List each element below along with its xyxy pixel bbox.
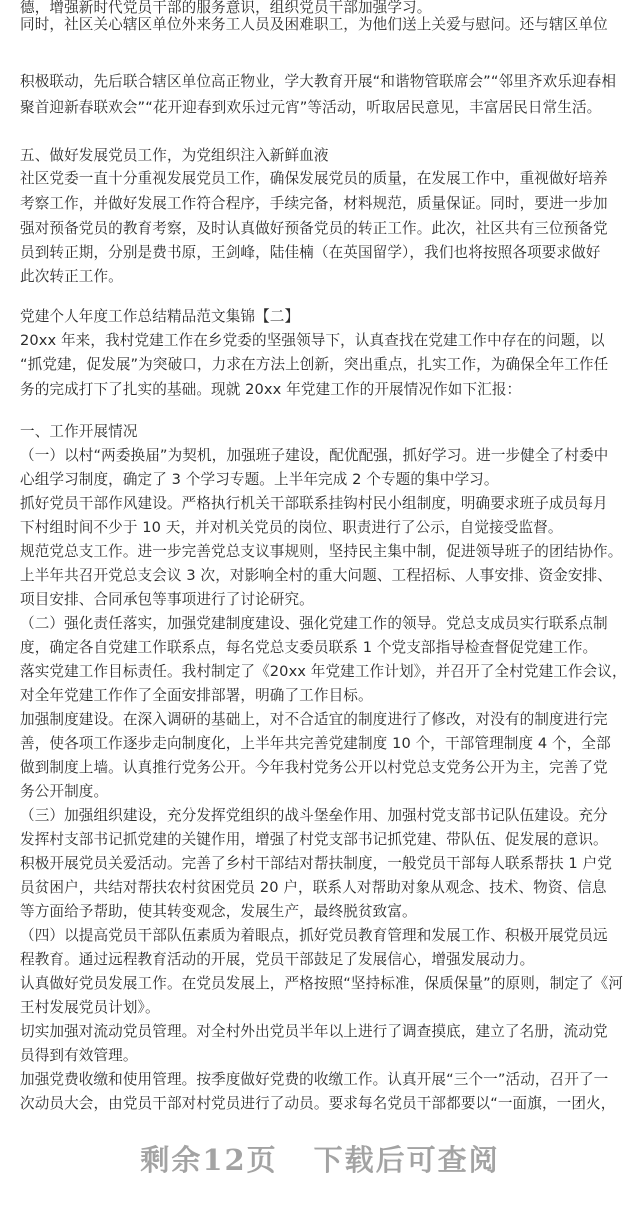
document-text-line: 同时，社区关心辖区单位外来务工人员及困难职工，为他们送上关爱与慰问。还与辖区单位 [20,16,608,33]
document-text-line: 社区党委一直十分重视发展党员工作，确保发展党员的质量，在发展工作中，重视做好培养 [20,170,608,187]
document-text-line: 德，增强新时代党员干部的服务意识，组织党员干部加强学习。 [20,0,432,16]
document-text-line: 积极开展党员关爱活动。完善了乡村干部结对帮扶制度，一般党员干部每人联系帮扶 1 户党 [20,855,612,872]
document-text-line: 务的完成打下了扎实的基础。现就 20xx 年党建工作的开展情况作如下汇报： [20,381,522,398]
document-text-line: 上半年共召开党总支会议 3 次，对影响全村的重大问题、工程招标、人事安排、资金安排、 [20,567,612,584]
document-text-line: 项目安排、合同承包等事项进行了讨论研究。 [20,591,314,608]
document-text-line: 规范党总支工作。进一步完善党总支议事规则，坚持民主集中制，促进领导班子的团结协作。 [20,543,623,560]
remaining-pages-label: 剩余12页 [140,1143,278,1177]
document-text-line: 王村发展党员计划》。 [20,999,160,1016]
document-text-line: 加强制度建设。在深入调研的基础上，对不合适宜的制度进行了修改，对没有的制度进行完 [20,711,608,728]
document-text-line: 对全年党建工作作了全面安排部署，明确了工作目标。 [20,687,373,704]
document-text-line: 切实加强对流动党员管理。对全村外出党员半年以上进行了调查摸底，建立了名册，流动党 [20,1023,608,1040]
document-text-line: 党建个人年度工作总结精品范文集锦【二】 [20,308,300,325]
document-text-line: 认真做好党员发展工作。在党员发展上，严格按照“坚持标准，保质保量”的原则，制定了《河 [20,975,624,992]
document-text-line: 程教育。通过远程教育活动的开展，党员干部鼓足了发展信心，增强发展动力。 [20,951,535,968]
document-text-line: 员贫困户，共结对帮扶农村贫困党员 20 户，联系人对帮助对象从观念、技术、物资、信息 [20,879,607,896]
document-text-line: “抓党建，促发展”为突破口，力求在方法上创新，突出重点，扎实工作，为确保全年工作任 [20,356,609,373]
document-text-line: 抓好党员干部作风建设。严格执行机关干部联系挂钩村民小组制度，明确要求班子成员每月 [20,495,608,512]
document-text-line: （四）以提高党员干部队伍素质为着眼点，抓好党员教育管理和发展工作、积极开展党员远 [20,927,608,944]
document-text-line: 做到制度上墙。认真推行党务公开。今年我村党务公开以村党总支党务公开为主，完善了党 [20,759,608,776]
document-text-line: 等方面给予帮助，使其转变观念，发展生产，最终脱贫致富。 [20,903,417,920]
document-text-line: 强对预备党员的教育考察，及时认真做好预备党员的转正工作。此次，社区共有三位预备党 [20,220,608,237]
document-text-line: （三）加强组织建设，充分发挥党组织的战斗堡垒作用、加强村党支部书记队伍建设。充分 [20,807,608,824]
document-text-line: 五、做好发展党员工作，为党组织注入新鲜血液 [20,147,329,164]
document-text-line: 发挥村支部书记抓党建的关键作用，增强了村党支部书记抓党建、带队伍、促发展的意识。 [20,831,608,848]
document-text-line: （二）强化责任落实，加强党建制度建设、强化党建工作的领导。党总支成员实行联系点制 [20,615,608,632]
document-text-line: 20xx 年来，我村党建工作在乡党委的坚强领导下，认真查找在党建工作中存在的问题，以 [20,332,605,349]
document-text-line: 此次转正工作。 [20,268,123,285]
document-text-line: 次动员大会，由党员干部对村党员进行了动员。要求每名党员干部都要以“一面旗，一团火， [20,1095,616,1112]
download-to-view-banner[interactable] [0,1138,640,1188]
document-text-line: 加强党费收缴和使用管理。按季度做好党费的收缴工作。认真开展“三个一”活动，召开了一 [20,1071,609,1088]
document-text-line: 善，使各项工作逐步走向制度化，上半年共完善党建制度 10 个，干部管理制度 4 个，全部 [20,735,611,752]
document-text-line: 员到转正期，分别是费书原，王剑峰，陆佳楠（在英国留学），我们也将按照各项要求做好 [20,244,601,261]
document-text-line: 度，确定各自党建工作联系点，每名党总支委员联系 1 个党支部指导检查督促党建工作。 [20,639,598,656]
document-text-line: 务公开制度。 [20,783,109,800]
document-text-line: 聚首迎新春联欢会”“花开迎春到欢乐过元宵”等活动，听取居民意见，丰富居民日常生活。 [20,99,602,116]
document-text-line: 一、工作开展情况 [20,423,138,440]
document-text-line: 员得到有效管理。 [20,1047,138,1064]
document-text-line: 考察工作，并做好发展工作符合程序，手续完备，材料规范，质量保证。同时，要进一步加 [20,195,608,212]
document-text-line: 落实党建工作目标责任。我村制定了《20xx 年党建工作计划》，并召开了全村党建工作会议， [20,663,627,680]
download-to-view-label[interactable]: 下载后可查阅 [313,1143,500,1177]
document-text-line: 心组学习制度，确定了 3 个学习专题。上半年完成 2 个专题的集中学习。 [20,471,499,488]
document-text-line: （一）以村“两委换届”为契机，加强班子建设，配优配强，抓好学习。进一步健全了村委中 [20,447,609,464]
document-text-line: 下村组时间不少于 10 天，并对机关党员的岗位、职责进行了公示，自觉接受监督。 [20,519,563,536]
document-text-line: 积极联动，先后联合辖区单位高正物业，学大教育开展“和谐物管联席会”“邻里齐欢乐迎春相 [20,73,617,90]
